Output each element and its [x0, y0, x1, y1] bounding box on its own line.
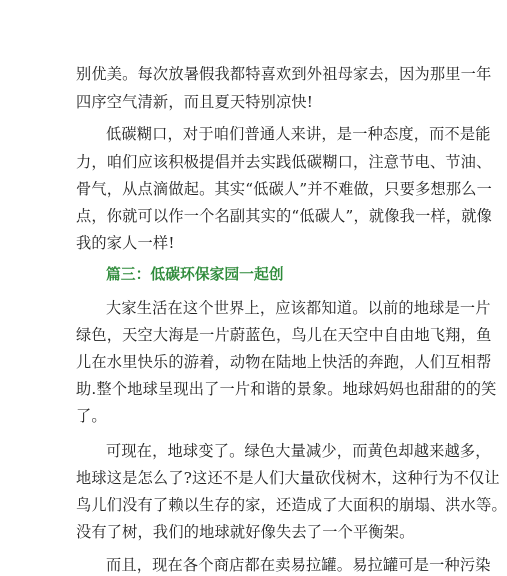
paragraph-line: 大家生活在这个世界上，应该都知道。以前的地球是一片 — [106, 299, 491, 317]
paragraph-line: 可现在，地球变了。绿色大量减少，而黄色却越来越多， — [106, 442, 491, 460]
paragraph-line: 点，你就可以作一个名副其实的“低碳人”，就像我一样，就像 — [76, 207, 493, 225]
paragraph-line: 而且，现在各个商店都在卖易拉罐。易拉罐可是一种污染 — [106, 556, 491, 574]
paragraph-line: 低碳糊口，对于咱们普通人来讲，是一种态度，而不是能 — [106, 125, 491, 143]
paragraph-line: 了。 — [76, 407, 107, 425]
paragraph-line: 绿色，天空大海是一片蔚蓝色，鸟儿在天空中自由地飞翔，鱼 — [76, 326, 492, 344]
paragraph-line: 没有了树，我们的地球就好像失去了一个平衡架。 — [76, 523, 415, 541]
paragraph-line: 力，咱们应该积极提倡并去实践低碳糊口，注意节电、节油、 — [76, 153, 492, 171]
section-heading: 篇三：低碳环保家园一起创 — [106, 266, 284, 283]
paragraph-line: 四序空气清新，而且夏天特别凉快! — [76, 93, 314, 111]
paragraph-line: 鸟儿们没有了赖以生存的家，还造成了大面积的崩塌、洪水等。 — [76, 496, 507, 514]
paragraph-line: 地球这是怎么了?这还不是人们大量砍伐树木，这种行为不仅让 — [76, 469, 500, 487]
paragraph-line: 我的家人一样! — [76, 234, 175, 252]
paragraph-line: 骨气，从点滴做起。其实“低碳人”并不难做，只要多想那么一 — [76, 180, 493, 198]
paragraph-line: 助.整个地球呈现出了一片和谐的景象。地球妈妈也甜甜的的笑 — [76, 380, 497, 398]
paragraph-line: 儿在水里快乐的游着，动物在陆地上快活的奔跑，人们互相帮 — [76, 353, 492, 371]
paragraph-line: 别优美。每次放暑假我都特喜欢到外祖母家去，因为那里一年 — [76, 65, 492, 83]
